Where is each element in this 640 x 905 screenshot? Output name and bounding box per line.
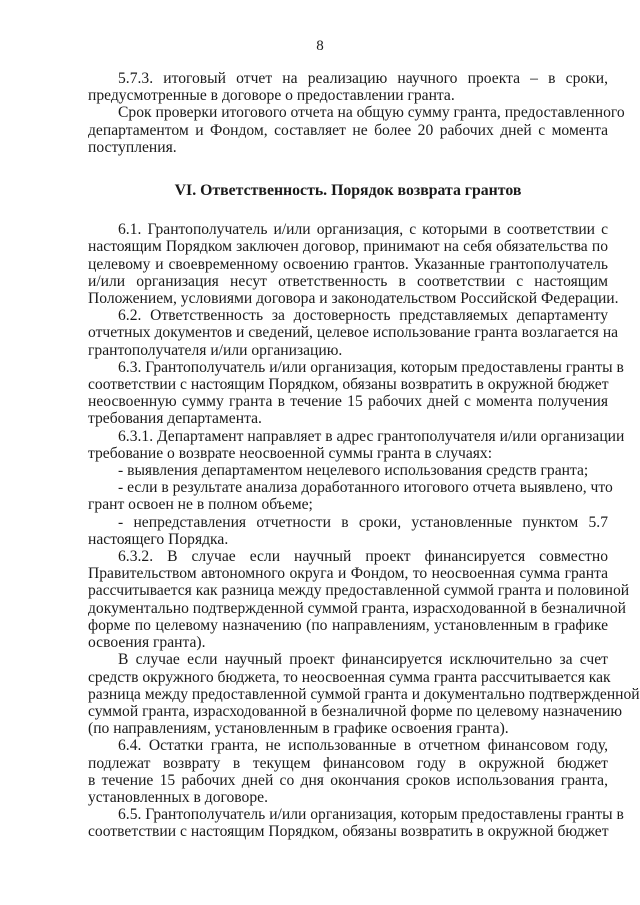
text-line: Правительством автономного округа и Фондом, то неосвоенная сумма гранта <box>88 565 608 583</box>
paragraph-p-6-3-2 <box>88 548 630 652</box>
text-line: разница между предоставленной суммой гранта и документально подтвержденной <box>88 685 640 703</box>
paragraph-p-budget-only <box>88 651 640 738</box>
text-line: подлежат возврату в текущем финансовом году в окружной бюджет <box>88 754 608 772</box>
text-line: грантополучателя и/или организацию. <box>88 341 343 359</box>
text-line: суммой гранта, израсходованной в безналичной форме по целевому назначению <box>88 702 622 720</box>
text-line: и/или организация несут ответственность в соответствии с настоящим <box>88 272 608 290</box>
text-line: соответствии с настоящим Порядком, обязаны возвратить в окружной бюджет <box>88 376 609 394</box>
paragraph-p-5-7-3 <box>88 70 608 104</box>
text-line: - выявления департаментом нецелевого использования средств гранта; <box>118 462 589 480</box>
text-line: в течение 15 рабочих дней со дня окончания сроков использования гранта, <box>88 771 608 789</box>
text-line: 6.2. Ответственность за достоверность представляемых департаменту <box>118 307 608 325</box>
text-line: требования департамента. <box>88 410 262 428</box>
text-line: 6.3.2. В случае если научный проект финансируется совместно <box>118 548 608 566</box>
text-line: 6.5. Грантополучатель и/или организация, которым предоставлены гранты в <box>118 806 624 824</box>
text-line: форме по целевому назначению (по направлениям, установленным в графике <box>88 616 608 634</box>
section-6-body <box>88 221 640 841</box>
paragraph-p-case-2 <box>88 479 613 514</box>
paragraph-p-6-1 <box>88 221 619 308</box>
paragraph-p-6-3-1 <box>88 427 625 462</box>
text-line: - непредставления отчетности в сроки, установленные пунктом 5.7 <box>118 513 608 531</box>
text-line: грант освоен не в полном объеме; <box>88 496 313 514</box>
text-line: 6.3.1. Департамент направляет в адрес грантополучателя и/или организации <box>118 427 625 445</box>
text-line: соответствии с настоящим Порядком, обязаны возвратить в окружной бюджет <box>88 823 609 841</box>
paragraph-p-check-term <box>88 104 625 156</box>
document-body <box>88 70 640 841</box>
text-line: целевому и своевременному освоению грантов. Указанные грантополучатель <box>88 255 608 273</box>
text-line: настоящим Порядком заключен договор, принимают на себя обязательства по <box>88 238 608 256</box>
section-heading: VI. Ответственность. Порядок возврата грантов <box>174 182 522 200</box>
text-line: 6.4. Остатки гранта, не использованные в отчетном финансовом году, <box>118 737 608 755</box>
text-line: 6.1. Грантополучатель и/или организация, с которыми в соответствии с <box>118 221 608 239</box>
paragraph-p-6-4 <box>88 737 608 806</box>
text-line: установленных в договоре. <box>88 788 268 806</box>
paragraph-p-case-3 <box>88 514 608 548</box>
text-line: средств окружного бюджета, то неосвоенная сумма гранта рассчитывается как <box>88 668 611 686</box>
text-line: неосвоенную сумму гранта в течение 15 рабочих дней с момента получения <box>88 393 608 411</box>
text-line: требование о возврате неосвоенной суммы гранта в случаях: <box>88 444 493 462</box>
text-line: поступления. <box>88 138 177 156</box>
paragraph-p-6-5 <box>88 806 624 841</box>
text-line: 5.7.3. итоговый отчет на реализацию научного проекта – в сроки, <box>118 70 608 87</box>
text-line: предусмотренные в договоре о предоставлении гранта. <box>88 87 455 105</box>
section-5-tail <box>88 70 625 156</box>
text-line: В случае если научный проект финансируется исключительно за счет <box>118 651 608 669</box>
text-line: документально подтвержденной суммой гранта, израсходованной в безналичной <box>88 599 627 617</box>
text-line: 6.3. Грантополучатель и/или организация, которым предоставлены гранты в <box>118 358 624 376</box>
text-line: рассчитывается как разница между предоставленной суммой гранта и половиной <box>88 582 630 600</box>
page-number: 8 <box>316 38 324 54</box>
text-line: (по направлениям, установленным в графике освоения гранта). <box>88 720 509 738</box>
text-line: настоящего Порядка. <box>88 530 229 548</box>
paragraph-p-6-3 <box>88 358 624 428</box>
text-line: освоения гранта). <box>88 634 206 652</box>
text-line: - если в результате анализа доработанного итогового отчета выявлено, что <box>118 479 613 497</box>
text-line: департаментом и Фондом, составляет не более 20 рабочих дней с момента <box>88 121 608 139</box>
text-line: Срок проверки итогового отчета на общую сумму гранта, предоставленного <box>118 104 625 122</box>
text-line: отчетных документов и сведений, целевое использование гранта возлагается на <box>88 324 619 342</box>
text-line: Положением, условиями договора и законодательством Российской Федерации. <box>88 290 619 308</box>
paragraph-p-case-1 <box>88 462 608 479</box>
paragraph-p-6-2 <box>88 307 619 359</box>
